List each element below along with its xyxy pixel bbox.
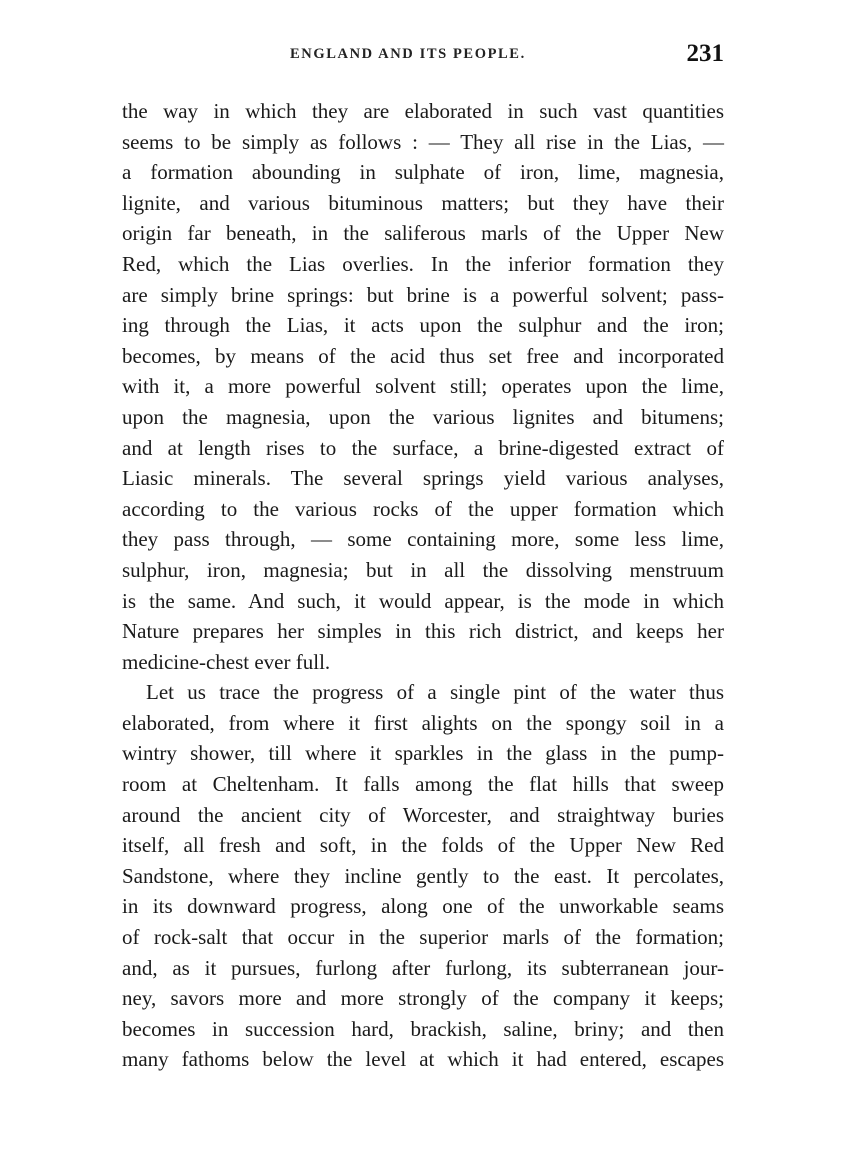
text-line: in its downward progress, along one of the unworkable seams (122, 894, 724, 919)
text-line: seems to be simply as follows : — They all rise in the Lias, — (122, 129, 724, 154)
text-line: room at Cheltenham. It falls among the flat hills that sweep (122, 772, 724, 797)
text-line: they pass through, — some containing more, some less lime, (122, 527, 724, 552)
text-line: many fathoms below the level at which it had entered, escapes (122, 1047, 724, 1072)
body-text (122, 96, 724, 1075)
text-line: the way in which they are elaborated in such vast quantities (122, 99, 724, 123)
running-head (122, 42, 724, 72)
text-line: Red, which the Lias overlies. In the inferior formation they (122, 251, 724, 276)
text-line: with it, a more powerful solvent still; operates upon the lime, (122, 374, 724, 399)
text-line: origin far beneath, in the saliferous marls of the Upper New (122, 221, 724, 246)
text-line: sulphur, iron, magnesia; but in all the dissolving menstruum (122, 557, 724, 582)
text-line: is the same. And such, it would appear, is the mode in which (122, 588, 724, 613)
text-line: and at length rises to the surface, a brine-digested extract of (122, 435, 724, 460)
page-number: 231 (686, 40, 724, 67)
text-line: itself, all fresh and soft, in the folds of the Upper New Red (122, 833, 724, 858)
paragraph-2 (122, 677, 724, 1075)
running-title: ENGLAND AND ITS PEOPLE. (290, 46, 526, 62)
text-line: around the ancient city of Worcester, and straightway buries (122, 802, 724, 827)
text-line: ney, savors more and more strongly of the company it keeps; (122, 986, 724, 1011)
text-line: a formation abounding in sulphate of iron, lime, magnesia, (122, 160, 724, 185)
text-line: becomes in succession hard, brackish, saline, briny; and then (122, 1016, 724, 1041)
text-line: wintry shower, till where it sparkles in the glass in the pump- (122, 741, 724, 766)
text-line: lignite, and various bituminous matters; but they have their (122, 190, 724, 215)
text-line: and, as it pursues, furlong after furlong, its subterranean jour- (122, 955, 724, 980)
text-line: medicine-chest ever full. (122, 649, 331, 674)
text-line: of rock-salt that occur in the superior marls of the formation; (122, 925, 724, 950)
text-line: according to the various rocks of the upper formation which (122, 496, 724, 521)
text-line: Let us trace the progress of a single pint of the water thus (146, 680, 724, 705)
paragraph-1 (122, 96, 724, 677)
text-line: becomes, by means of the acid thus set free and incorporated (122, 343, 724, 368)
text-line: Liasic minerals. The several springs yield various analyses, (122, 466, 724, 491)
text-line: upon the magnesia, upon the various lignites and bitumens; (122, 404, 724, 429)
text-line: elaborated, from where it first alights on the spongy soil in a (122, 710, 724, 735)
text-line: Sandstone, where they incline gently to the east. It percolates, (122, 863, 724, 888)
text-line: ing through the Lias, it acts upon the sulphur and the iron; (122, 313, 724, 338)
text-line: are simply brine springs: but brine is a powerful solvent; pass- (122, 282, 724, 307)
text-line: Nature prepares her simples in this rich district, and keeps her (122, 619, 724, 644)
